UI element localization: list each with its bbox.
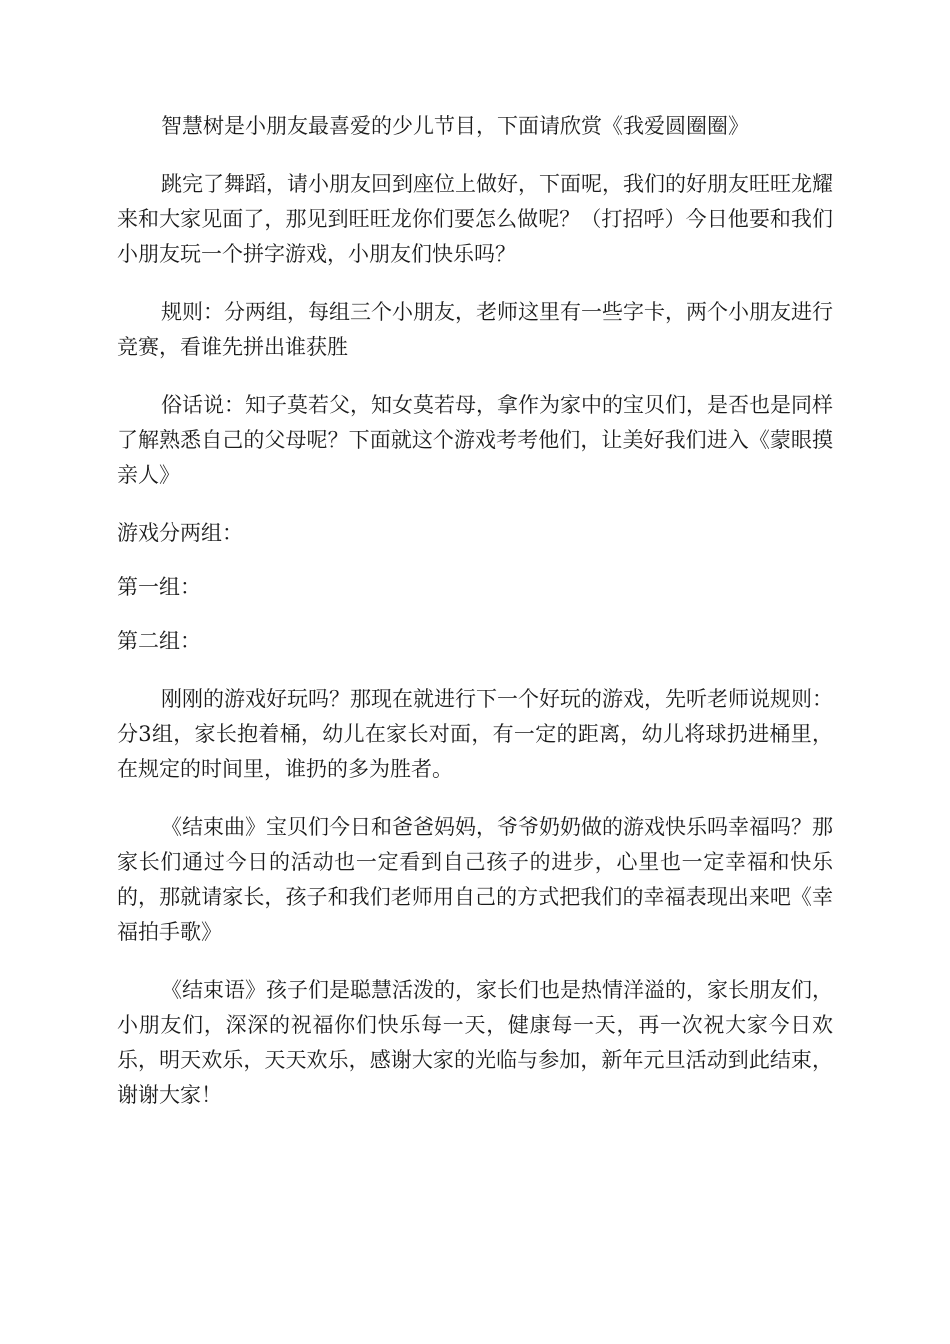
paragraph-group-two: 第二组： xyxy=(117,629,201,653)
paragraph-closing-song: 《结束曲》宝贝们今日和爸爸妈妈，爷爷奶奶做的游戏快乐吗幸福吗？那家长们通过今日的活动也一定看到自己孩子的进步，心里也一定幸福和快乐的，那就请家长，孩子和我们老师用自己的方式把我们的幸福表现出来吧《幸福拍手歌》 xyxy=(117,815,833,944)
paragraph-ball-toss-game: 刚刚的游戏好玩吗？那现在就进行下一个好玩的游戏，先听老师说规则：分3组，家长抱着桶，幼儿在家长对面，有一定的距离，幼儿将球扔进桶里，在规定的时间里，谁扔的多为胜者。 xyxy=(117,687,833,781)
paragraph-blindfold-game: 俗话说：知子莫若父，知女莫若母，拿作为家中的宝贝们，是否也是同样了解熟悉自己的父母呢？下面就这个游戏考考他们，让美好我们进入《蒙眼摸亲人》 xyxy=(117,393,833,487)
paragraph-closing-remarks: 《结束语》孩子们是聪慧活泼的，家长们也是热情洋溢的，家长朋友们，小朋友们，深深的祝福你们快乐每一天，健康每一天，再一次祝大家今日欢乐，明天欢乐，天天欢乐，感谢大家的光临与参加，新年元旦活动到此结束，谢谢大家！ xyxy=(117,978,833,1107)
paragraph-wangwang-dragon: 跳完了舞蹈，请小朋友回到座位上做好，下面呢，我们的好朋友旺旺龙耀来和大家见面了，那见到旺旺龙你们要怎么做呢？（打招呼）今日他要和我们小朋友玩一个拼字游戏，小朋友们快乐吗？ xyxy=(117,172,833,266)
paragraph-program-intro: 智慧树是小朋友最喜爱的少儿节目，下面请欣赏《我爱圆圈圈》 xyxy=(161,114,749,138)
paragraph-game-groups: 游戏分两组： xyxy=(117,521,243,545)
document-page xyxy=(117,109,833,1136)
paragraph-group-one: 第一组： xyxy=(117,575,201,599)
paragraph-rules-word-game: 规则：分两组，每组三个小朋友，老师这里有一些字卡，两个小朋友进行竞赛，看谁先拼出谁获胜 xyxy=(117,300,833,359)
